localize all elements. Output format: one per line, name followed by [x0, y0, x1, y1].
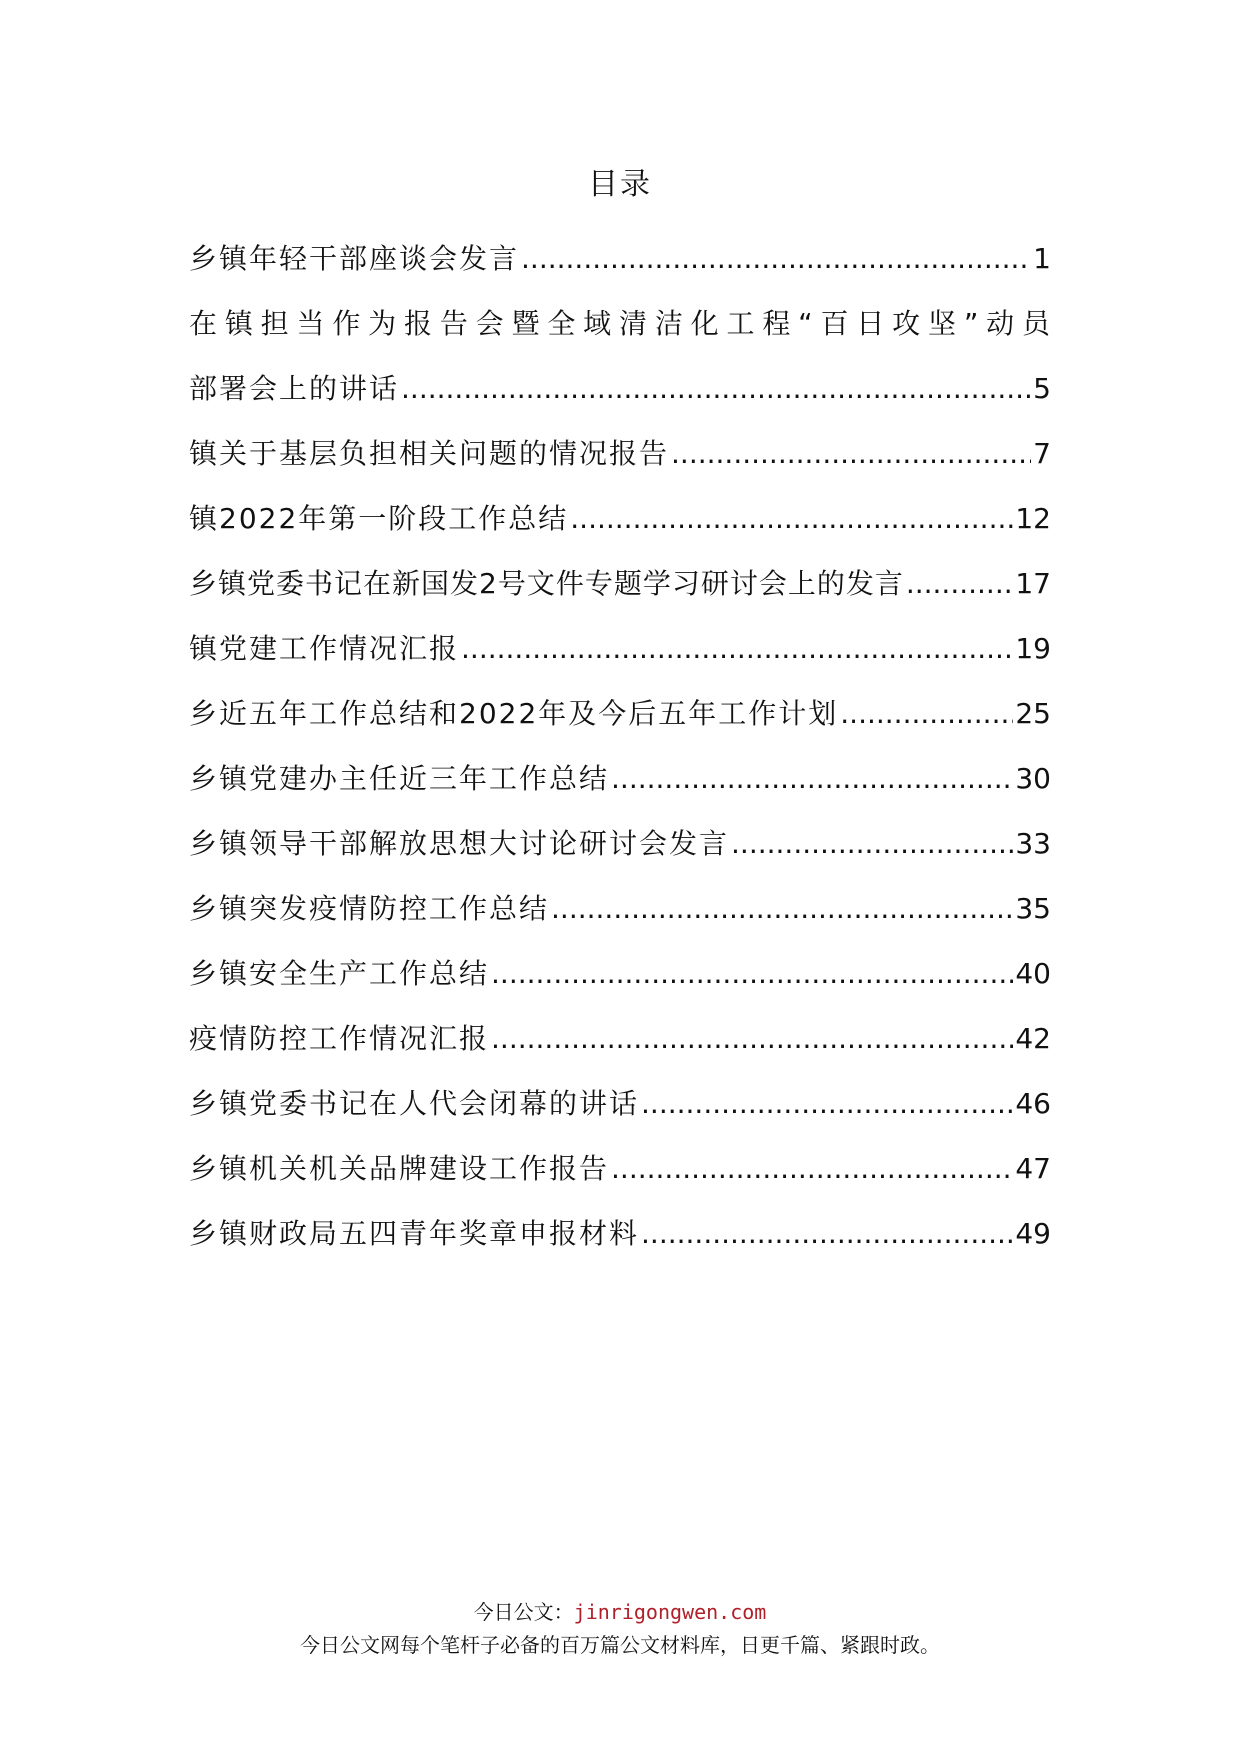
- toc-leader-dots: [461, 616, 1013, 681]
- toc-entry-page: 46: [1015, 1087, 1051, 1120]
- toc-entry-title: 镇2022年第一阶段工作总结: [189, 502, 569, 535]
- toc-leader-dots: [671, 421, 1031, 486]
- toc-entry[interactable]: [189, 486, 1051, 551]
- toc-leader-dots: [641, 1201, 1013, 1266]
- footer-slogan: 今日公文网每个笔杆子必备的百万篇公文材料库，日更千篇、紧跟时政。: [300, 1633, 940, 1657]
- toc-leader-dots: [491, 941, 1013, 1006]
- toc-entry-title: 乡近五年工作总结和2022年及今后五年工作计划: [189, 697, 839, 730]
- toc-entry-page: 7: [1033, 437, 1051, 470]
- toc-entry-page: 42: [1015, 1022, 1051, 1055]
- table-of-contents: [189, 226, 1051, 1266]
- toc-entry-title: 乡镇财政局五四青年奖章申报材料: [189, 1217, 640, 1250]
- toc-entry[interactable]: [189, 681, 1051, 746]
- toc-leader-dots: [551, 876, 1013, 941]
- toc-entry-page: 40: [1015, 957, 1051, 990]
- toc-leader-dots: [906, 551, 1014, 616]
- toc-leader-dots: [570, 486, 1013, 551]
- toc-leader-dots: [611, 1136, 1013, 1201]
- toc-entry-page: 17: [1015, 567, 1051, 600]
- toc-leader-dots: [641, 1071, 1013, 1136]
- toc-entry[interactable]: [189, 1201, 1051, 1266]
- toc-leader-dots: [840, 681, 1013, 746]
- toc-entry-page: 19: [1015, 632, 1051, 665]
- toc-leader-dots: [611, 746, 1013, 811]
- toc-entry-title: 乡镇党委书记在人代会闭幕的讲话: [189, 1087, 640, 1120]
- toc-entry-page: 33: [1015, 827, 1051, 860]
- toc-entry-title: 乡镇年轻干部座谈会发言: [189, 242, 520, 275]
- toc-entry-page: 49: [1015, 1217, 1051, 1250]
- toc-leader-dots: [491, 1006, 1013, 1071]
- toc-entry-page: 35: [1015, 892, 1051, 925]
- toc-entry-title: 乡镇党建办主任近三年工作总结: [189, 762, 610, 795]
- toc-entry-page: 25: [1015, 697, 1051, 730]
- toc-entry-page: 47: [1015, 1152, 1051, 1185]
- footer-url-link[interactable]: jinrigongwen.com: [573, 1600, 767, 1624]
- toc-title: 目录: [588, 167, 652, 202]
- toc-entry[interactable]: [189, 551, 1051, 616]
- toc-entry-title: 镇党建工作情况汇报: [189, 632, 460, 665]
- toc-entry[interactable]: [189, 876, 1051, 941]
- toc-entry[interactable]: [189, 226, 1051, 291]
- toc-leader-dots: [521, 226, 1031, 291]
- toc-entry[interactable]: [189, 616, 1051, 681]
- toc-entry-title-line1: 在镇担当作为报告会暨全域清洁化工程“百日攻坚”动员: [189, 307, 1051, 340]
- toc-entry-page: 1: [1033, 242, 1051, 275]
- toc-entry-title: 乡镇机关机关品牌建设工作报告: [189, 1152, 610, 1185]
- toc-entry-title: 乡镇安全生产工作总结: [189, 957, 490, 990]
- toc-entry[interactable]: [189, 1006, 1051, 1071]
- toc-entry-page: 30: [1015, 762, 1051, 795]
- toc-entry[interactable]: [189, 746, 1051, 811]
- toc-entry[interactable]: [189, 291, 1051, 421]
- toc-entry-title: 疫情防控工作情况汇报: [189, 1022, 490, 1055]
- toc-entry-title: 乡镇党委书记在新国发2号文件专题学习研讨会上的发言: [189, 567, 904, 600]
- toc-entry-page: 5: [1033, 372, 1051, 405]
- toc-entry-title: 镇关于基层负担相关问题的情况报告: [189, 437, 670, 470]
- toc-entry[interactable]: [189, 1136, 1051, 1201]
- toc-entry-title: 乡镇突发疫情防控工作总结: [189, 892, 550, 925]
- toc-entry[interactable]: [189, 421, 1051, 486]
- toc-entry[interactable]: [189, 811, 1051, 876]
- footer-label: 今日公文：: [473, 1600, 574, 1624]
- toc-entry-title: 乡镇领导干部解放思想大讨论研讨会发言: [189, 827, 730, 860]
- toc-entry-page: 12: [1015, 502, 1051, 535]
- toc-entry[interactable]: [189, 941, 1051, 1006]
- toc-leader-dots: [401, 356, 1031, 421]
- toc-entry[interactable]: [189, 1071, 1051, 1136]
- toc-entry-title: 部署会上的讲话: [189, 372, 400, 405]
- footer-site-line: [0, 1597, 1240, 1627]
- toc-leader-dots: [731, 811, 1013, 876]
